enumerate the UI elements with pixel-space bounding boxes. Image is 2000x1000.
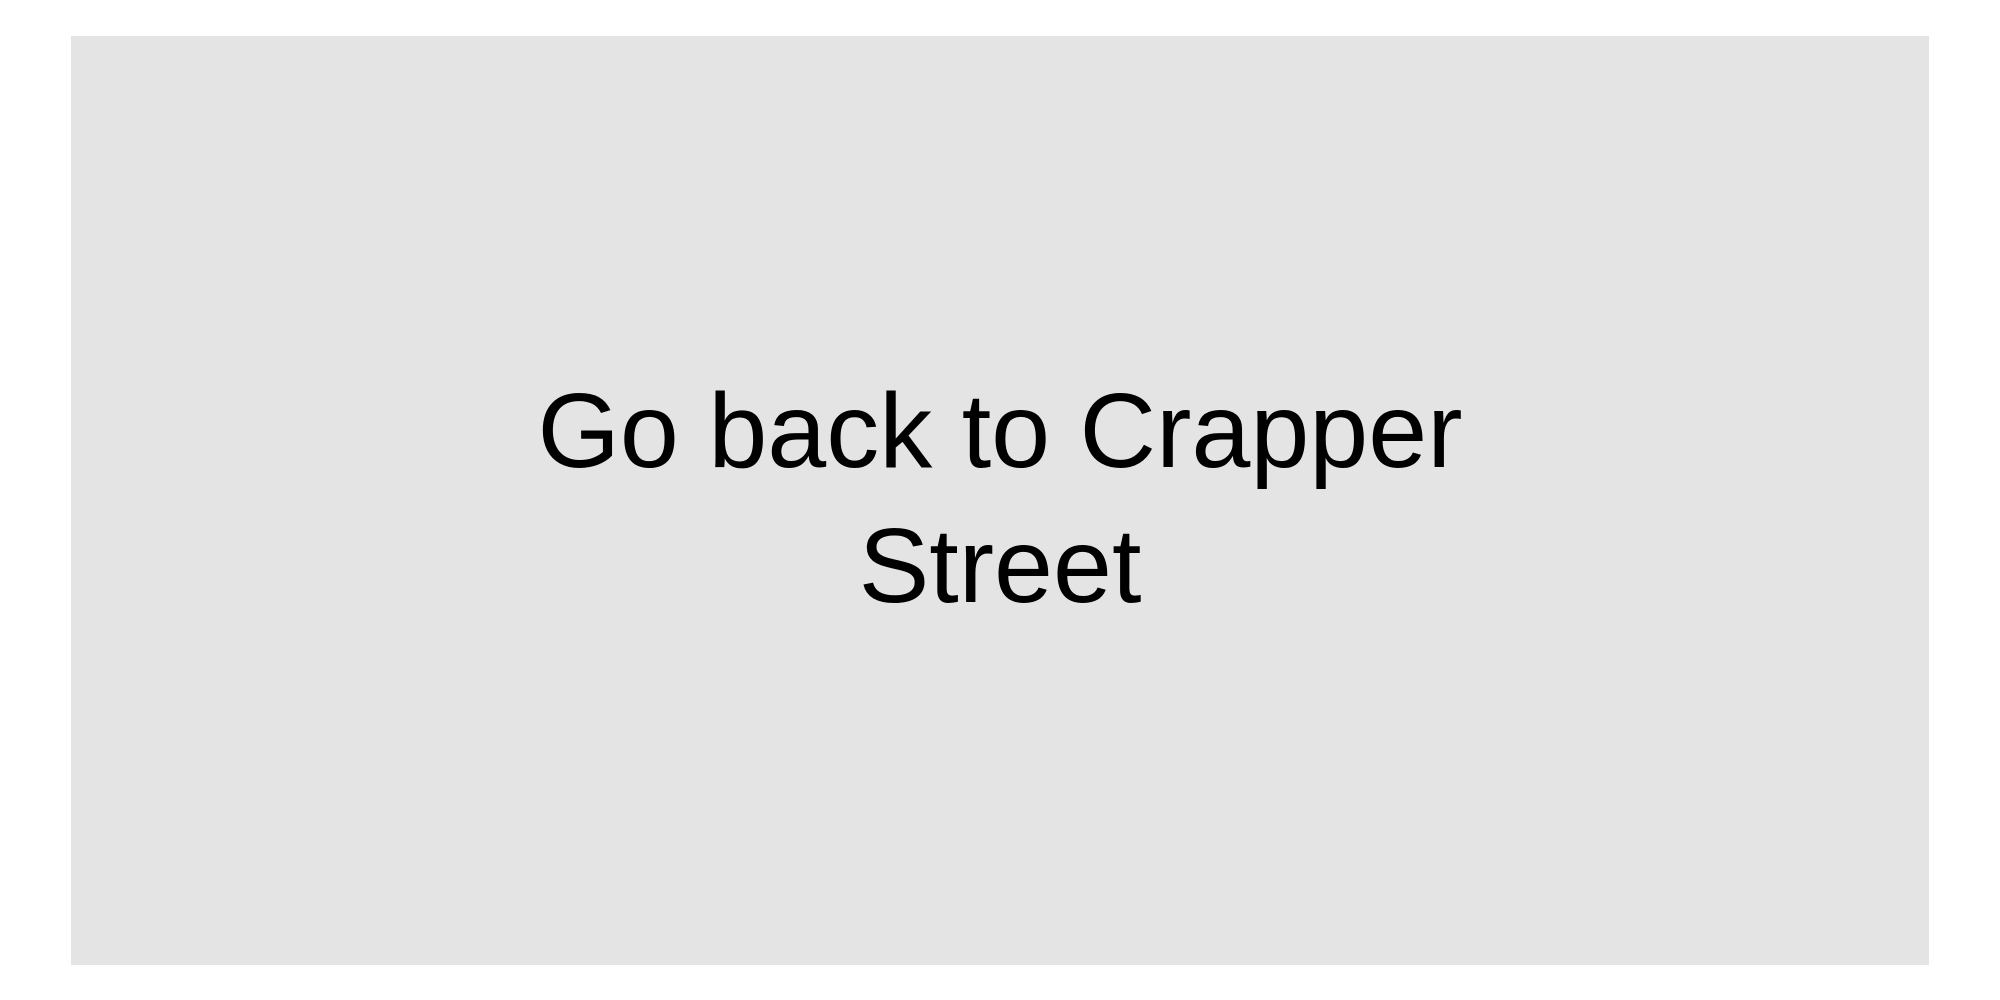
message-panel xyxy=(71,36,1929,965)
message-text: Go back to Crapper Street xyxy=(537,371,1463,625)
